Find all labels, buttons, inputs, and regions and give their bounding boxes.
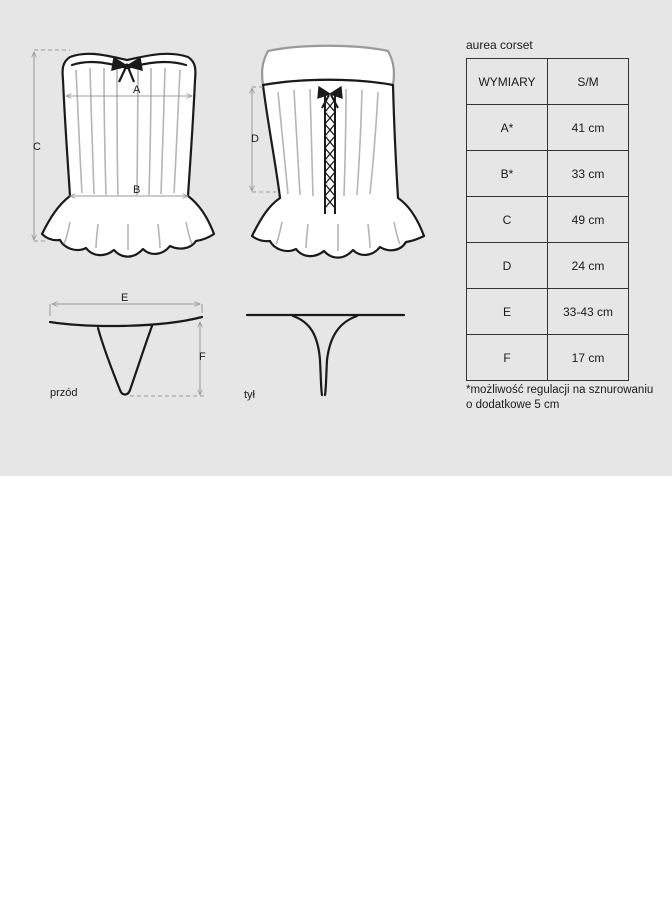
footnote-line-1: *możliwość regulacji na sznurowaniu bbox=[466, 384, 654, 396]
row-f-label: F bbox=[467, 335, 548, 381]
label-back: tył bbox=[244, 389, 255, 401]
thong-front-drawing bbox=[50, 317, 202, 395]
label-f: F bbox=[199, 351, 206, 363]
label-c: C bbox=[33, 141, 41, 153]
header-size-sm: S/M bbox=[548, 59, 629, 105]
table-row bbox=[467, 197, 629, 243]
footnote bbox=[466, 383, 666, 413]
label-front: przód bbox=[50, 387, 78, 399]
label-b: B bbox=[133, 184, 141, 196]
label-e: E bbox=[121, 292, 129, 304]
label-a: A bbox=[133, 84, 141, 96]
label-d: D bbox=[251, 133, 259, 145]
row-b-label: B* bbox=[467, 151, 548, 197]
row-a-value: 41 cm bbox=[548, 105, 629, 151]
row-c-value: 49 cm bbox=[548, 197, 629, 243]
table-row bbox=[467, 243, 629, 289]
corset-back-drawing bbox=[252, 46, 424, 258]
row-c-label: C bbox=[467, 197, 548, 243]
row-f-value: 17 cm bbox=[548, 335, 629, 381]
row-a-label: A* bbox=[467, 105, 548, 151]
row-d-label: D bbox=[467, 243, 548, 289]
table-row bbox=[467, 335, 629, 381]
row-d-value: 24 cm bbox=[548, 243, 629, 289]
row-b-value: 33 cm bbox=[548, 151, 629, 197]
corset-front-drawing bbox=[42, 54, 214, 257]
table-row bbox=[467, 151, 629, 197]
footnote-line-2: o dodatkowe 5 cm bbox=[466, 399, 560, 411]
header-measurements: WYMIARY bbox=[467, 59, 548, 105]
thong-back-drawing bbox=[247, 315, 404, 395]
row-e-value: 33-43 cm bbox=[548, 289, 629, 335]
table-header-row bbox=[467, 59, 629, 105]
size-table bbox=[466, 58, 629, 381]
table-row bbox=[467, 289, 629, 335]
table-row bbox=[467, 105, 629, 151]
product-title: aurea corset bbox=[466, 38, 533, 52]
row-e-label: E bbox=[467, 289, 548, 335]
